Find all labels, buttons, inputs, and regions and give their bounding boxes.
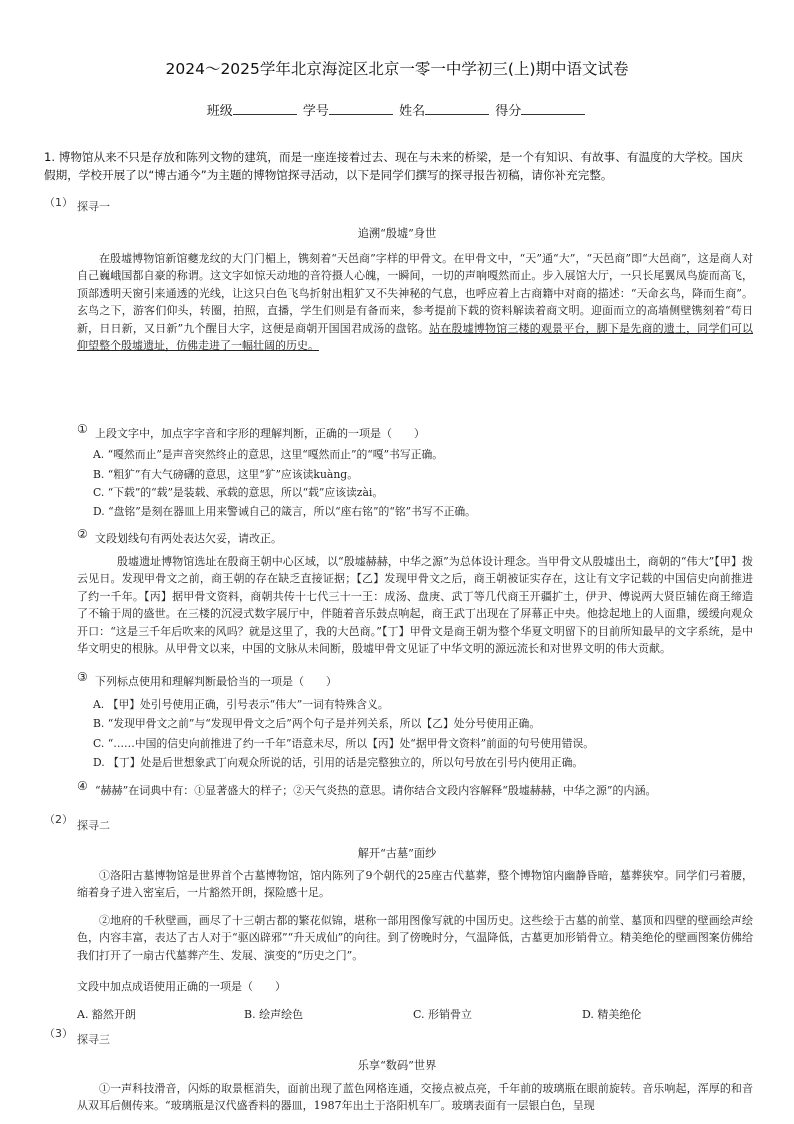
part-3-heading: 乐享“数码”世界 [357, 1059, 437, 1072]
part-1-heading: 追溯“殷墟”身世 [357, 227, 437, 240]
question-1-1-stem: 上段文字中，加点字字音和字形的理解判断，正确的一项是（ ） [95, 427, 425, 440]
question-1-4-stem: “赫赫”在词典中有：①显著盛大的样子；②天气炎热的意思。请你结合文段内容解释“殷墟赫赫，中华之源”的内涵。 [95, 784, 657, 797]
student-info-line [0, 100, 794, 119]
option-3-b[interactable]: B. “发现甲骨文之前”与“发现甲骨文之后”两个句子是并列关系，所以【乙】处分号使用正确。 [93, 717, 541, 730]
option-3-a[interactable]: A. 【甲】处引号使用正确，引号表示“伟大”一词有特殊含义。 [93, 698, 389, 711]
option-1-a[interactable]: A. “嘎然而止”是声音突然终止的意思，这里“嘎然而止”的“嘎”书写正确。 [93, 448, 444, 461]
part-2-heading: 解开“古墓”面纱 [357, 847, 437, 860]
option-1-b[interactable]: B. “粗犷”有大气磅礴的意思，这里“犷”应该读kuàng。 [93, 468, 359, 481]
part-3-label: 探寻三 [77, 1033, 110, 1046]
question-1-4-number: ④ [77, 779, 88, 793]
option-3-d[interactable]: D. 【丁】处是后世想象武丁向观众所说的话，引用的话是完整独立的，所以句号放在引号内使用正确。 [93, 756, 584, 769]
question-2-stem: 文段中加点成语使用正确的一项是（ ） [77, 980, 286, 993]
option-3-c[interactable]: C. “……中国的信史向前推进了约一千年”语意未尽，所以【丙】处“据甲骨文资料”前面的句号使用错误。 [93, 737, 595, 750]
question-1-intro: 1. 博物馆从来不只是存放和陈列文物的建筑，而是一座连接着过去、现在与未来的桥梁，是一个有知识、有故事、有温度的大学校。国庆假期，学校开展了以“博古通今”为主题的博物馆探寻活动，以下是同学们撰写的探寻报告初稿，请你补充完整。 [44, 150, 743, 182]
name-label: 姓名 [399, 104, 426, 119]
option-2-c[interactable]: C. 形销骨立 [413, 1008, 473, 1021]
part-1-number: （1） [44, 196, 73, 209]
option-1-c[interactable]: C. “下载”的“载”是装载、承载的意思，所以“载”应该读zài。 [93, 486, 384, 499]
part-2-passage-b: ②地府的千秋壁画，画尽了十三朝古都的繁花似锦，堪称一部用图像写就的中国历史。这些绘于古墓的前堂、墓顶和四壁的壁画绘声绘色，内容丰富，表达了古人对于“驱凶辟邪”“升天成仙”的向往。到了傍晚时分，气温降低，古墓更加形销骨立。精美绝伦的壁画图案仿佛给我们打开了一扇古代墓葬产生、发展、演变的“历史之门”。 [77, 914, 753, 962]
part-3-number: （3） [44, 1027, 73, 1040]
name-blank [425, 102, 489, 115]
question-1-2-number: ② [77, 527, 88, 541]
part-2-number: （2） [44, 813, 73, 826]
option-1-d[interactable]: D. “盘铭”是刻在器皿上用来警诫自己的箴言，所以“座右铭”的“铭”书写不正确。 [93, 505, 476, 518]
part-2-passage-a: ①洛阳古墓博物馆是世界首个古墓博物馆，馆内陈列了9个朝代的25座古代墓葬，整个博物馆内幽静昏暗，墓葬狭窄。同学们弓着腰，缩着身子进入密室后，一片豁然开朗，探险感十足。 [77, 869, 753, 900]
class-label: 班级 [206, 104, 233, 119]
question-1-1-number: ① [77, 422, 88, 436]
part-1-passage-b: 殷墟遗址博物馆选址在殷商王朝中心区域，以“殷墟赫赫，中华之源”为总体设计理念。当甲骨文从殷墟出土，商朝的“伟大”【甲】拨云见日。发现甲骨文之前，商王朝的存在缺乏直接证据；【乙】发现甲骨文之后，商王朝被证实存在，这让有文字记载的中国信史向前推进了约一千年。【丙】据甲骨文资料，商朝共传十七代三十一王：成汤、盘庚、武丁等几代商王开疆扩土，伊尹、傅说两大贤臣辅佐商王缔造了不输于周的盛世。在三楼的沉浸式数字展厅中，伴随着音乐鼓点响起，商王武丁出现在了屏幕正中央。他捻起地上的人面鼎，缓缓向观众开口：“这是三千年后吹来的风吗？就是这里了，我的大邑商。”【丁】甲骨文是商王朝为整个华夏文明留下的目前所知最早的文字系统，是中华文明史的根脉。从甲骨文以来，中国的文脉从未间断，殷墟甲骨文见证了中华文明的源远流长和对世界文明的伟大贡献。 [77, 555, 753, 656]
class-blank [233, 102, 297, 115]
option-2-d[interactable]: D. 精美绝伦 [582, 1008, 642, 1021]
score-label: 得分 [495, 104, 522, 119]
part-3-passage-a: ①一声科技滑音，闪烁的取景框消失，面前出现了蓝色网格连通，交接点被点亮，千年前的玻璃瓶在眼前旋转。音乐响起，浑厚的和音从双耳后侧传来。“玻璃瓶是汉代盛香料的器皿，1987年出土于洛阳机车厂。玻璃表面有一层银白色，呈现 [77, 1082, 753, 1113]
student-id-label: 学号 [302, 104, 329, 119]
option-2-a[interactable]: A. 豁然开朗 [77, 1008, 136, 1021]
part-2-label: 探寻二 [77, 819, 110, 832]
student-id-blank [329, 102, 393, 115]
option-2-b[interactable]: B. 绘声绘色 [244, 1008, 304, 1021]
passage-a-text: 在殷墟博物馆新馆夔龙纹的大门门楣上，镌刻着“天邑商”字样的甲骨文。在甲骨文中，“天”通“大”，“天邑商”即“大邑商”，这是商人对自己巍峨国都自豪的称谓。这文字如惊天动地的音符摄人心魄，一瞬间，一切的声响嘎然而止。步入展馆大厅，一只长尾翼凤鸟旋而高飞，顶部透明天窗引来通透的光线，让这只白色飞鸟折射出粗犷又不失神秘的气息，也呼应着上古商籍中对商的描述：“天命玄鸟，降而生商”。玄鸟之下，游客们仰头，转圈，拍照，直播，学生们则是有备而来，参考提前下载的资料解读着商文明。迎面而立的高墙侧壁镌刻着“苟日新，日日新，又日新”九个醒目大字，这便是商朝开国国君成汤的盘铭。 [77, 252, 753, 335]
question-1-2-stem: 文段划线句有两处表达欠妥，请改正。 [95, 532, 282, 545]
part-1-label: 探寻一 [77, 200, 110, 213]
page-title: 2024～2025学年北京海淀区北京一零一中学初三(上)期中语文试卷 [165, 60, 629, 78]
question-1-3-number: ③ [77, 670, 88, 684]
part-1-passage-a [77, 250, 753, 354]
question-1-3-stem: 下列标点使用和理解判断最恰当的一项是（ ） [95, 675, 337, 688]
score-blank [521, 102, 585, 115]
underlined-sentence: 站在殷墟博物馆三楼的观景平台，脚下是先商的遗土，同学们可以仰望整个殷墟遗址，仿佛走进了一幅壮阔的历史。 [77, 321, 753, 353]
